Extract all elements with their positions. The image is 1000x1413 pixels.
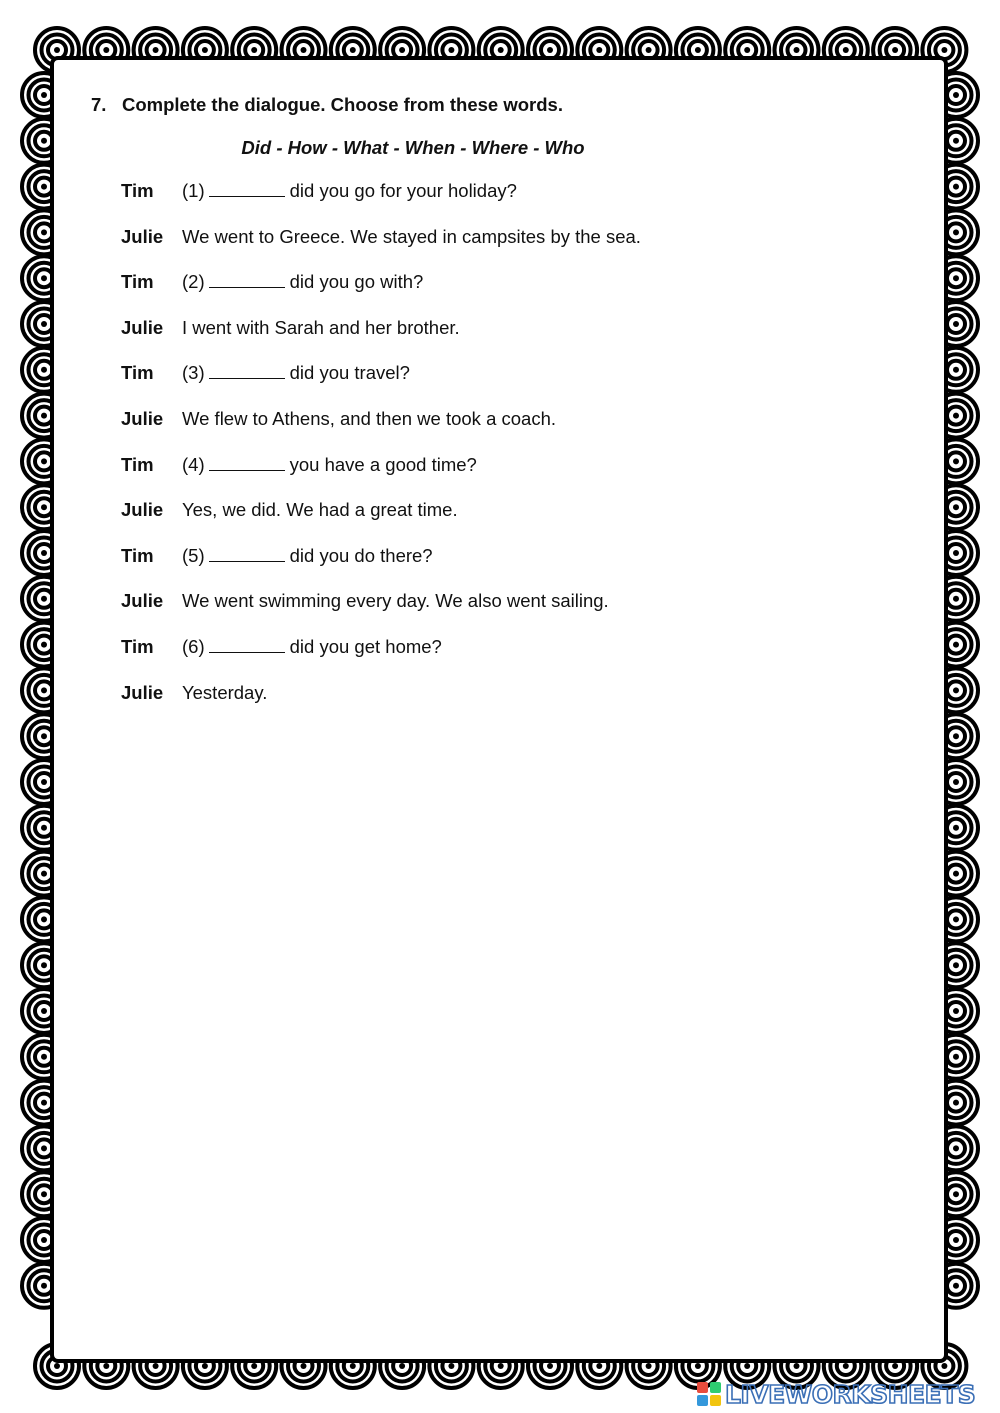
- dialogue-line: [121, 362, 641, 408]
- question-number: (4): [182, 453, 205, 475]
- speech-text: [182, 271, 423, 293]
- question-number: (5): [182, 544, 205, 566]
- dialogue-line: [121, 590, 641, 636]
- question-number: (3): [182, 362, 205, 384]
- speaker-name: Tim: [121, 180, 154, 201]
- dialogue-line: [121, 271, 641, 317]
- logo-square-green: [710, 1382, 721, 1393]
- speaker-name: Julie: [121, 499, 164, 521]
- dialogue-line: [121, 545, 641, 591]
- line-text: I went with Sarah and her brother.: [182, 316, 460, 338]
- dialogue-line: [121, 226, 641, 272]
- dialogue-line: [121, 317, 641, 363]
- answer-blank[interactable]: [209, 455, 285, 471]
- line-text: did you go with?: [289, 271, 424, 293]
- line-text: did you travel?: [289, 362, 410, 384]
- instruction-text: Complete the dialogue. Choose from these words.: [122, 94, 563, 115]
- dialogue-line: [121, 408, 641, 454]
- speaker-name: Tim: [121, 271, 154, 293]
- speech-text: [182, 317, 460, 339]
- logo-text: LIVEWORKSHEETS: [725, 1379, 976, 1409]
- speech-text: [182, 180, 517, 202]
- speech-text: [182, 362, 410, 384]
- dialogue-line: [121, 180, 641, 226]
- dialogue-list: [121, 180, 641, 727]
- exercise-instruction: [91, 94, 563, 116]
- speech-text: [182, 682, 267, 704]
- answer-blank[interactable]: [209, 181, 285, 197]
- logo-square-red: [697, 1382, 708, 1393]
- speech-text: [182, 636, 442, 658]
- line-text: Yesterday.: [182, 681, 268, 703]
- line-text: you have a good time?: [289, 453, 477, 475]
- speaker-name: Tim: [121, 635, 154, 657]
- speaker-name: Tim: [121, 453, 154, 475]
- answer-blank[interactable]: [209, 637, 285, 653]
- speaker-name: Tim: [121, 544, 154, 566]
- question-number: (2): [182, 271, 205, 293]
- line-text: did you do there?: [289, 544, 433, 566]
- speech-text: [182, 545, 433, 567]
- dialogue-line: [121, 499, 641, 545]
- question-number: (1): [182, 180, 205, 201]
- exercise-number: 7.: [91, 94, 107, 115]
- speech-text: [182, 499, 458, 521]
- dialogue-line: [121, 636, 641, 682]
- speaker-name: Julie: [121, 681, 164, 703]
- logo-square-blue: [697, 1395, 708, 1406]
- speaker-name: Julie: [121, 407, 164, 429]
- answer-blank[interactable]: [209, 272, 285, 288]
- dialogue-line: [121, 454, 641, 500]
- speaker-name: Julie: [121, 590, 164, 612]
- speaker-name: Julie: [121, 225, 164, 247]
- line-text: We went to Greece. We stayed in campsites by the sea.: [182, 225, 641, 247]
- word-bank: Did - How - What - When - Where - Who: [241, 137, 585, 158]
- logo-square-yellow: [710, 1395, 721, 1406]
- line-text: did you get home?: [289, 635, 442, 657]
- answer-blank[interactable]: [209, 363, 285, 379]
- dialogue-line: [121, 682, 641, 728]
- speech-text: [182, 226, 641, 248]
- line-text: Yes, we did. We had a great time.: [182, 499, 458, 521]
- speech-text: [182, 454, 477, 476]
- answer-blank[interactable]: [209, 546, 285, 562]
- question-number: (6): [182, 635, 205, 657]
- speech-text: [182, 590, 609, 612]
- speaker-name: Tim: [121, 362, 154, 384]
- line-text: We went swimming every day. We also went sailing.: [182, 590, 609, 612]
- logo-mark-icon: [697, 1382, 721, 1406]
- liveworksheets-logo: [697, 1380, 975, 1408]
- speaker-name: Julie: [121, 316, 164, 338]
- line-text: We flew to Athens, and then we took a coach.: [182, 407, 557, 429]
- speech-text: [182, 408, 556, 430]
- line-text: did you go for your holiday?: [289, 180, 517, 201]
